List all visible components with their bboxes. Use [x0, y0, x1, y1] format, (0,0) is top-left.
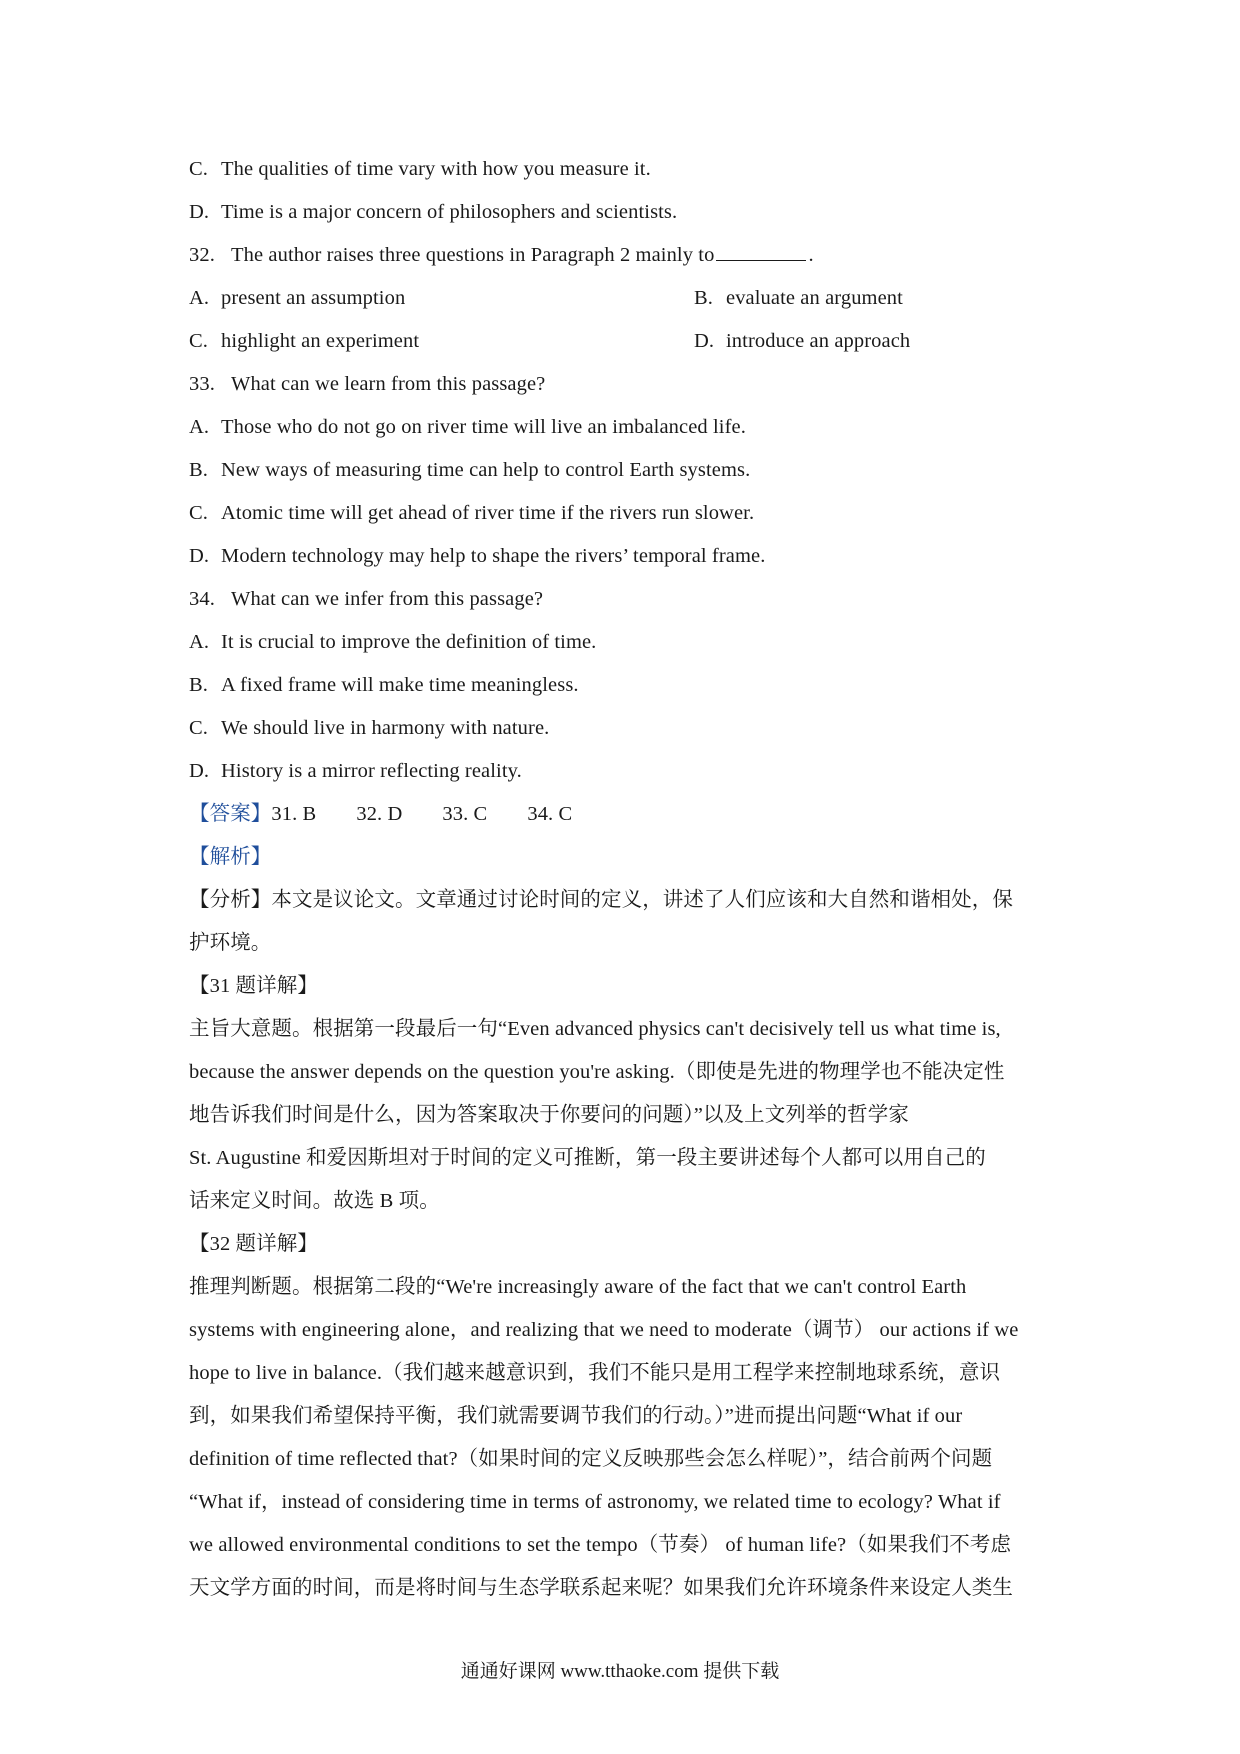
page-content — [189, 148, 1059, 1610]
question-number: 34. — [189, 588, 215, 610]
answer-blank — [716, 242, 806, 261]
analysis-tag: 【解析】 — [189, 846, 272, 868]
option-text: A fixed frame will make time meaningless. — [221, 674, 579, 696]
q31-detail-line: St. Augustine 和爱因斯坦对于时间的定义可推断，第一段主要讲述每个人都可以用自己的 — [189, 1147, 986, 1169]
q32-detail-line: “What if，instead of considering time in terms of astronomy, we related time to ecology? What if — [189, 1491, 1001, 1513]
option-letter: D. — [189, 201, 210, 223]
option-q33-a — [189, 406, 1059, 449]
option-text: History is a mirror reflecting reality. — [221, 760, 522, 782]
q31-detail-line: 主旨大意题。根据第一段最后一句“Even advanced physics can't decisively tell us what time is, — [189, 1018, 1001, 1040]
option-text: Those who do not go on river time will live an imbalanced life. — [221, 416, 746, 438]
option-q33-c — [189, 492, 1059, 535]
option-letter: D. — [694, 330, 715, 352]
option-q32-b — [694, 277, 1034, 320]
option-text: highlight an experiment — [221, 330, 420, 352]
option-text: The qualities of time vary with how you measure it. — [221, 158, 651, 180]
option-text: Modern technology may help to shape the rivers’ temporal frame. — [221, 545, 766, 567]
q32-detail-line: 天文学方面的时间，而是将时间与生态学联系起来呢？如果我们允许环境条件来设定人类生 — [189, 1577, 1013, 1599]
option-q34-b — [189, 664, 1059, 707]
q32-detail-heading — [189, 1223, 1059, 1266]
question-end: . — [808, 244, 814, 266]
section-heading: 【31 题详解】 — [189, 975, 318, 997]
answer-item: 33. C — [442, 803, 488, 825]
answer-item: 32. D — [356, 803, 403, 825]
answer-item: 31. B — [271, 803, 317, 825]
answer-tag: 【答案】 — [189, 803, 272, 825]
option-text: introduce an approach — [726, 330, 911, 352]
option-letter: B. — [189, 459, 208, 481]
option-letter: C. — [189, 330, 208, 352]
q31-detail-line: because the answer depends on the question you're asking.（即使是先进的物理学也不能决定性 — [189, 1061, 1005, 1083]
option-q33-d — [189, 535, 1059, 578]
option-letter: A. — [189, 416, 210, 438]
option-letter: D. — [189, 545, 210, 567]
q31-detail-heading — [189, 965, 1059, 1008]
option-letter: C. — [189, 717, 208, 739]
option-letter: C. — [189, 502, 208, 524]
summary-line-1 — [189, 879, 1059, 922]
option-q31-c — [189, 148, 1059, 191]
option-text: New ways of measuring time can help to control Earth systems. — [221, 459, 751, 481]
q31-detail-line: 话来定义时间。故选 B 项。 — [189, 1190, 440, 1212]
page-footer: 通通好课网 www.tthaoke.com 提供下载 — [460, 1661, 780, 1682]
question-stem: The author raises three questions in Paragraph 2 mainly to — [231, 244, 715, 266]
option-text: It is crucial to improve the definition of time. — [221, 631, 597, 653]
q32-detail-line: hope to live in balance.（我们越来越意识到，我们不能只是用工程学来控制地球系统，意识 — [189, 1362, 1001, 1384]
q32-detail-line: 到，如果我们希望保持平衡，我们就需要调节我们的行动。）”进而提出问题“What if our — [189, 1405, 963, 1427]
option-q34-d — [189, 750, 1059, 793]
section-heading: 【32 题详解】 — [189, 1233, 318, 1255]
q32-detail-line: we allowed environmental conditions to set the tempo（节奏） of human life?（如果我们不考虑 — [189, 1534, 1012, 1556]
option-text: Time is a major concern of philosophers and scientists. — [221, 201, 678, 223]
q32-detail-line: systems with engineering alone，and realizing that we need to moderate（调节） our actions if we — [189, 1319, 1019, 1341]
options-q32-row1 — [189, 277, 1059, 320]
option-letter: D. — [189, 760, 210, 782]
option-text: Atomic time will get ahead of river time if the rivers run slower. — [221, 502, 755, 524]
option-q32-a — [189, 277, 694, 320]
option-text: evaluate an argument — [726, 287, 903, 309]
question-number: 33. — [189, 373, 215, 395]
answer-key — [189, 793, 1059, 836]
option-letter: C. — [189, 158, 208, 180]
option-text: We should live in harmony with nature. — [221, 717, 550, 739]
q32-detail-line: 推理判断题。根据第二段的“We're increasingly aware of the fact that we can't control Earth — [189, 1276, 967, 1298]
option-letter: A. — [189, 287, 210, 309]
options-q32-row2 — [189, 320, 1059, 363]
question-32 — [189, 234, 1059, 277]
option-q34-c — [189, 707, 1059, 750]
question-33 — [189, 363, 1059, 406]
question-stem: What can we infer from this passage? — [231, 588, 544, 610]
question-number: 32. — [189, 244, 215, 266]
option-letter: A. — [189, 631, 210, 653]
question-stem: What can we learn from this passage? — [231, 373, 546, 395]
option-q32-c — [189, 320, 694, 363]
option-text: present an assumption — [221, 287, 406, 309]
option-letter: B. — [694, 287, 713, 309]
question-34 — [189, 578, 1059, 621]
option-q34-a — [189, 621, 1059, 664]
option-q32-d — [694, 320, 1034, 363]
answer-item: 34. C — [527, 803, 573, 825]
q32-detail-line: definition of time reflected that?（如果时间的定义反映那些会怎么样呢）”，结合前两个问题 — [189, 1448, 993, 1470]
summary-text: 本文是议论文。文章通过讨论时间的定义，讲述了人们应该和大自然和谐相处，保 — [271, 889, 1014, 911]
summary-line-2 — [189, 922, 1059, 965]
option-letter: B. — [189, 674, 208, 696]
analysis-heading — [189, 836, 1059, 879]
option-q31-d — [189, 191, 1059, 234]
option-q33-b — [189, 449, 1059, 492]
q31-detail-line: 地告诉我们时间是什么，因为答案取决于你要问的问题）”以及上文列举的哲学家 — [189, 1104, 909, 1126]
summary-text: 护环境。 — [189, 932, 272, 954]
summary-tag: 【分析】 — [189, 889, 272, 911]
